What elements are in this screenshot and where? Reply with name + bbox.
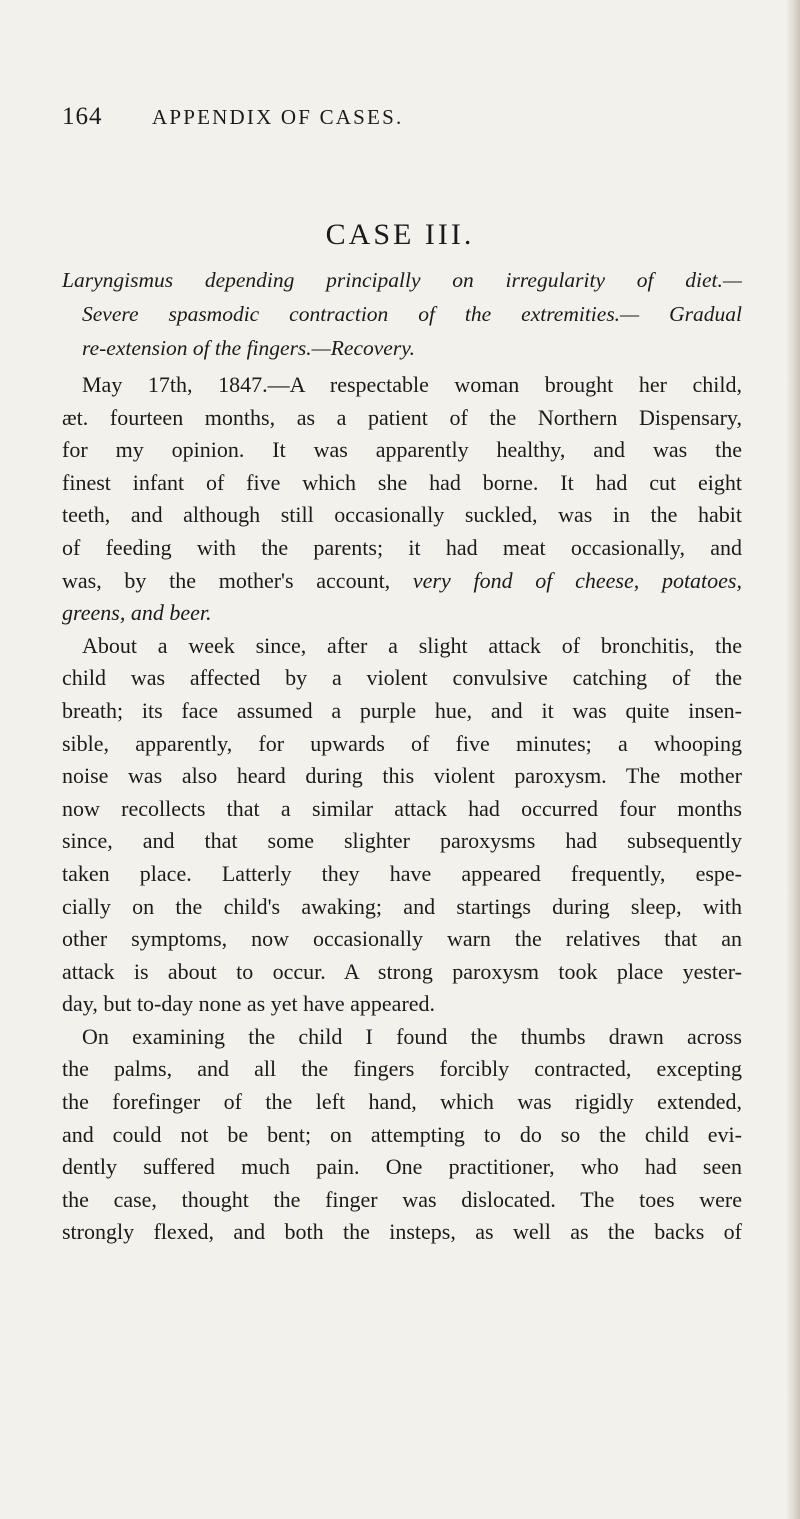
body-line: breath; its face assumed a purple hue, and it was quite insen-	[62, 697, 742, 723]
case-summary	[62, 263, 742, 365]
running-head	[0, 103, 800, 137]
body-line: other symptoms, now occasionally warn the relatives that an	[62, 926, 742, 952]
case-title: CASE III.	[325, 218, 475, 251]
body-line: for my opinion. It was apparently healthy, and was the	[62, 437, 742, 463]
running-head-title: APPENDIX OF CASES.	[152, 105, 404, 129]
summary-line: re-extension of the fingers.—Recovery.	[82, 336, 415, 360]
body-line: strongly flexed, and both the insteps, as well as the backs of	[62, 1219, 742, 1245]
body-line: day, but to-day none as yet have appeared.	[62, 991, 436, 1017]
body-line: May 17th, 1847.—A respectable woman brought her child,	[82, 372, 742, 397]
body-text	[62, 369, 742, 1249]
italic-phrase: very fond of cheese, potatoes,	[412, 567, 742, 593]
body-line-mixed	[62, 565, 742, 598]
body-line: and could not be bent; on attempting to do so the child evi-	[62, 1121, 742, 1147]
summary-line: Severe spasmodic contraction of the extremities.— Gradual	[82, 302, 742, 326]
body-line: finest infant of five which she had borne. It had cut eight	[62, 469, 742, 495]
body-line: teeth, and although still occasionally suckled, was in the habit	[62, 502, 742, 528]
body-line: of feeding with the parents; it had meat occasionally, and	[62, 534, 742, 560]
body-line: noise was also heard during this violent paroxysm. The mother	[62, 763, 742, 789]
body-line: child was affected by a violent convulsive catching of the	[62, 665, 742, 691]
body-line: On examining the child I found the thumbs drawn across	[82, 1023, 742, 1049]
body-line: sible, apparently, for upwards of five minutes; a whooping	[62, 730, 742, 756]
body-line: taken place. Latterly they have appeared frequently, espe-	[62, 860, 742, 886]
body-line: since, and that some slighter paroxysms had subsequently	[62, 828, 742, 854]
body-line: the forefinger of the left hand, which was rigidly extended,	[62, 1089, 742, 1115]
body-line: the palms, and all the fingers forcibly contracted, excepting	[62, 1056, 742, 1082]
body-line: æt. fourteen months, as a patient of the Northern Dispensary,	[62, 404, 742, 430]
body-line: now recollects that a similar attack had occurred four months	[62, 795, 742, 821]
body-line: dently suffered much pain. One practitioner, who had seen	[62, 1154, 742, 1180]
body-line-segment: was, by the mother's account,	[62, 567, 391, 593]
body-line-italic: greens, and beer.	[62, 600, 212, 626]
body-line: cially on the child's awaking; and startings during sleep, with	[62, 893, 742, 919]
body-line: the case, thought the finger was dislocated. The toes were	[62, 1186, 742, 1212]
summary-line: Laryngismus depending principally on irregularity of diet.—	[62, 268, 742, 292]
body-line: About a week since, after a slight attack of bronchitis, the	[82, 632, 742, 658]
page-number: 164	[62, 103, 103, 130]
body-line: attack is about to occur. A strong paroxysm took place yester-	[62, 958, 742, 984]
